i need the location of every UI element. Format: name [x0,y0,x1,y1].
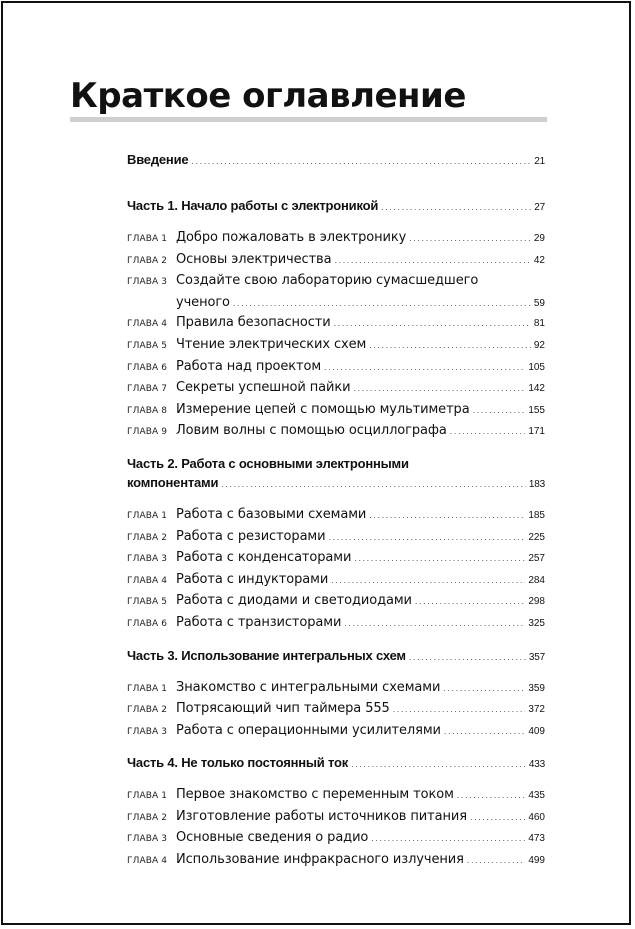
chapter-label: ГЛАВА 4 [127,856,168,867]
toc-chapter-entry[interactable] [127,378,545,400]
chapter-page-number: 499 [528,855,545,867]
dot-leader [415,592,525,612]
chapter-page-number: 142 [528,383,545,395]
chapter-page-number: 105 [528,361,545,373]
dot-leader [409,229,531,249]
toc-chapter-entry[interactable] [127,807,545,829]
chapter-label: ГЛАВА 6 [127,618,168,629]
chapter-page-number: 473 [528,833,545,845]
dot-leader [344,614,525,634]
toc-chapter-entry[interactable] [127,505,545,527]
chapter-page-number: 59 [533,297,545,309]
chapter-title: Секреты успешной пайки [176,380,351,396]
part-4-page-number: 433 [528,759,545,771]
chapter-title: Правила безопасности [176,315,331,331]
part-3-page-number: 357 [528,651,545,663]
part-3-heading[interactable] [127,646,545,667]
chapter-title: Работа с резисторами [176,528,326,544]
chapter-page-number: 325 [528,617,545,629]
dot-leader [371,829,525,849]
chapter-label: ГЛАВА 5 [127,340,168,351]
chapter-page-number: 409 [528,725,545,737]
toc-chapter-entry[interactable] [127,400,545,422]
chapter-label: ГЛАВА 1 [127,234,168,244]
chapter-page-number: 257 [528,553,545,565]
part-1-chapter-list [127,228,545,443]
chapter-title: Потрясающий чип таймера 555 [176,701,390,717]
chapter-page-number: 359 [528,682,545,694]
chapter-title: Работа с индукторами [176,571,329,587]
chapter-label: ГЛАВА 2 [127,705,168,716]
toc-chapter-entry[interactable] [127,699,545,721]
chapter-label: ГЛАВА 6 [127,362,168,373]
toc-chapter-entry[interactable] [127,613,545,635]
dot-leader [353,379,525,399]
part-2-title: Часть 2. Работа с основными электронными [127,455,409,471]
chapter-title: Добро пожаловать в электронику [176,230,407,245]
toc-chapter-entry[interactable] [127,548,545,570]
toc-chapter-entry[interactable] [127,721,545,743]
chapter-title: Работа с конденсаторами [176,550,352,566]
chapter-title: Создайте свою лабораторию сумасшедшего [176,273,479,289]
chapter-label: ГЛАВА 3 [127,834,168,845]
toc-part-1 [127,196,545,443]
chapter-title: Чтение электрических схем [176,336,367,352]
dot-leader [354,549,525,569]
dot-leader [450,422,526,442]
dot-leader [473,401,526,421]
chapter-page-number: 372 [528,704,545,716]
part-4-heading[interactable] [127,753,545,774]
dot-leader [393,700,526,720]
chapter-page-number: 42 [533,254,545,266]
chapter-title: Работа с базовыми схемами [176,506,367,522]
chapter-label: ГЛАВА 3 [127,554,168,565]
dot-leader [470,808,525,828]
chapter-page-number: 225 [528,531,545,543]
chapter-title: Работа с операционными усилителями [176,722,441,738]
chapter-label: ГЛАВА 1 [127,683,168,694]
chapter-page-number: 435 [528,790,545,802]
part-4-title: Часть 4. Не только постоянный ток [127,755,349,771]
chapter-title: Использование инфракрасного излучения [176,852,464,868]
chapter-label: ГЛАВА 4 [127,575,168,586]
part-2-page-number: 183 [528,478,545,490]
dot-leader [409,648,526,667]
toc-chapter-entry[interactable] [127,785,545,807]
toc-part-4 [127,753,545,871]
toc-chapter-entry[interactable] [127,850,545,872]
part-4-chapter-list [127,785,545,871]
chapter-label: ГЛАВА 1 [127,510,168,521]
dot-leader [381,198,531,217]
toc-chapter-entry[interactable] [127,313,545,335]
chapter-label: ГЛАВА 3 [127,726,168,737]
dot-leader [457,786,526,806]
toc-chapter-entry[interactable] [127,591,545,613]
dot-leader [334,314,531,334]
dot-leader [369,336,531,356]
chapter-title: Ловим волны с помощью осциллографа [176,423,447,439]
chapter-page-number: 81 [533,318,545,330]
chapter-title-continued: ученого [176,294,230,310]
chapter-page-number: 460 [528,811,545,823]
part-1-heading[interactable] [127,196,545,217]
page-title: Краткое оглавление [70,76,466,116]
toc-chapter-entry[interactable] [127,421,545,443]
chapter-label: ГЛАВА 8 [127,405,168,416]
toc-intro-entry[interactable] [127,150,545,171]
dot-leader [331,571,525,591]
dot-leader [369,506,525,526]
toc-chapter-entry[interactable] [127,527,545,549]
chapter-label: ГЛАВА 2 [127,255,168,266]
chapter-page-number: 298 [528,596,545,608]
toc-part-2 [127,454,545,635]
part-2-heading[interactable] [127,454,545,494]
chapter-label: ГЛАВА 2 [127,812,168,823]
chapter-label: ГЛАВА 4 [127,319,168,330]
dot-leader [329,528,526,548]
toc-chapter-entry[interactable] [127,678,545,700]
chapter-title: Работа с транзисторами [176,614,342,630]
part-3-title: Часть 3. Использование интегральных схем [127,647,406,663]
toc-part-3 [127,646,545,743]
dot-leader [221,475,526,494]
chapter-label: ГЛАВА 1 [127,791,168,802]
toc-chapter-entry[interactable] [127,271,545,313]
chapter-label: ГЛАВА 9 [127,427,168,438]
chapter-title: Работа над проектом [176,358,322,374]
chapter-label: ГЛАВА 5 [127,597,168,608]
chapter-title: Основы электричества [176,251,332,267]
dot-leader [191,152,531,171]
chapter-first-line [127,271,545,293]
chapter-label: ГЛАВА 7 [127,384,168,395]
chapter-page-number: 284 [528,574,545,586]
dot-leader [233,294,531,314]
dot-leader [351,755,526,774]
dot-leader [444,722,525,742]
chapter-page-number: 29 [533,233,545,244]
dot-leader [324,358,525,378]
dot-leader [467,851,525,871]
dot-leader [335,251,531,271]
chapter-title: Первое знакомство с переменным током [176,787,454,803]
chapter-label: ГЛАВА 2 [127,532,168,543]
part-2-chapter-list [127,505,545,635]
toc-chapter-entry[interactable] [127,570,545,592]
part-1-page-number: 27 [534,202,545,213]
dot-leader [443,679,525,699]
chapter-title: Знакомство с интегральными схемами [176,679,441,695]
chapter-title: Основные сведения о радио [176,830,369,846]
table-of-contents [127,150,545,872]
chapter-page-number: 185 [528,509,545,521]
chapter-title: Работа с диодами и светодиодами [176,593,412,609]
part-2-title-continued: компонентами [127,474,219,490]
toc-chapter-entry[interactable] [127,228,545,250]
chapter-title: Изготовление работы источников питания [176,808,467,824]
title-underline [70,117,547,122]
part-3-chapter-list [127,678,545,743]
chapter-page-number: 155 [528,404,545,416]
intro-page-number: 21 [534,156,545,167]
chapter-second-line [127,293,545,314]
intro-title: Введение [127,152,189,167]
toc-chapter-entry[interactable] [127,357,545,379]
part-1-title: Часть 1. Начало работы с электроникой [127,198,379,213]
toc-chapter-entry[interactable] [127,250,545,272]
part-2-heading-second-line [127,473,545,494]
chapter-label: ГЛАВА 3 [127,277,168,288]
chapter-page-number: 92 [533,339,545,351]
chapter-page-number: 171 [528,426,545,438]
chapter-title: Измерение цепей с помощью мультиметра [176,401,470,417]
toc-chapter-entry[interactable] [127,335,545,357]
toc-chapter-entry[interactable] [127,828,545,850]
